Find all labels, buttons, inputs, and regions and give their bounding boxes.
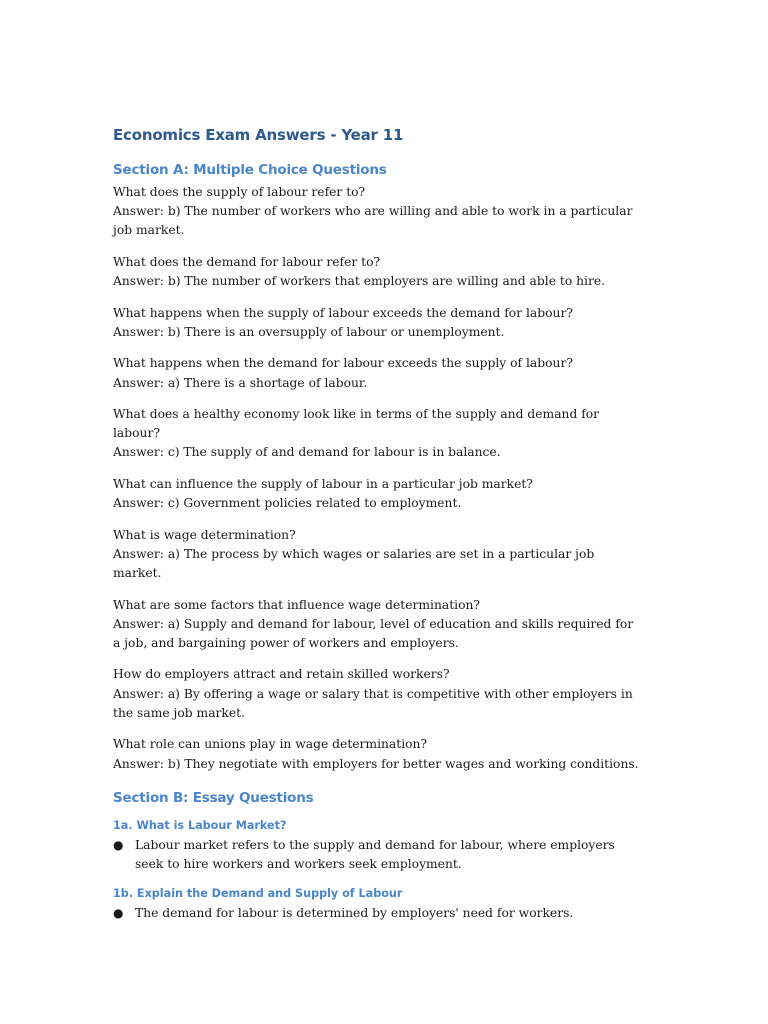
answer-text: Answer: b) They negotiate with employers for better wages and working conditions. [113, 756, 639, 771]
question-text: What happens when the supply of labour exceeds the demand for labour? [113, 305, 573, 320]
question-block [113, 735, 643, 773]
document-page [113, 124, 643, 935]
section-b [113, 788, 643, 924]
answer-text: Answer: a) There is a shortage of labour. [113, 375, 368, 390]
bullet-text: Labour market refers to the supply and demand for labour, where employers seek to hire workers and workers seek employment. [135, 837, 615, 871]
question-text: What does the supply of labour refer to? [113, 185, 366, 199]
answer-text: Answer: b) The number of workers who are willing and able to work in a particular job market. [113, 204, 633, 238]
answer-text: Answer: b) There is an oversupply of labour or unemployment. [113, 324, 505, 339]
question-text: What does a healthy economy look like in terms of the supply and demand for labour? [113, 407, 600, 441]
question-text: What is wage determination? [113, 527, 296, 542]
question-text: What role can unions play in wage determination? [113, 737, 428, 752]
list-item [113, 904, 643, 923]
question-block [113, 665, 643, 723]
bullet-icon: ● [113, 906, 124, 921]
essay-subheading-1b: 1b. Explain the Demand and Supply of Labour [113, 887, 403, 901]
question-block [113, 304, 643, 342]
question-block [113, 475, 643, 513]
answer-text: Answer: a) Supply and demand for labour, level of education and skills required for a job, and bargaining power of workers and employers. [113, 616, 634, 650]
section-a [113, 160, 643, 774]
section-b-heading: Section B: Essay Questions [113, 789, 314, 806]
question-text: What happens when the demand for labour exceeds the supply of labour? [113, 356, 573, 371]
list-item [113, 836, 643, 874]
question-text: What are some factors that influence wage determination? [113, 597, 480, 612]
question-block [113, 354, 643, 392]
answer-text: Answer: a) By offering a wage or salary that is competitive with other employers in the same job market. [113, 686, 633, 720]
document-title: Economics Exam Answers - Year 11 [113, 126, 404, 144]
answer-text: Answer: a) The process by which wages or salaries are set in a particular job market. [113, 546, 595, 581]
essay-subheading-1a: 1a. What is Labour Market? [113, 818, 287, 832]
answer-text: Answer: c) The supply of and demand for labour is in balance. [113, 445, 501, 460]
question-text: How do employers attract and retain skilled workers? [113, 667, 450, 682]
bullet-icon: ● [113, 837, 124, 852]
question-block [113, 526, 643, 584]
bullet-list [113, 836, 643, 874]
answer-text: Answer: c) Government policies related to employment. [113, 496, 462, 511]
question-text: What does the demand for labour refer to? [113, 254, 381, 269]
question-block [113, 405, 643, 463]
answer-text: Answer: b) The number of workers that employers are willing and able to hire. [113, 274, 606, 289]
question-block [113, 183, 643, 241]
bullet-list [113, 904, 643, 923]
bullet-text: The demand for labour is determined by employers' need for workers. [135, 906, 574, 921]
question-block [113, 596, 643, 654]
question-text: What can influence the supply of labour in a particular job market? [113, 476, 533, 491]
section-a-heading: Section A: Multiple Choice Questions [113, 162, 387, 178]
question-block [113, 253, 643, 291]
